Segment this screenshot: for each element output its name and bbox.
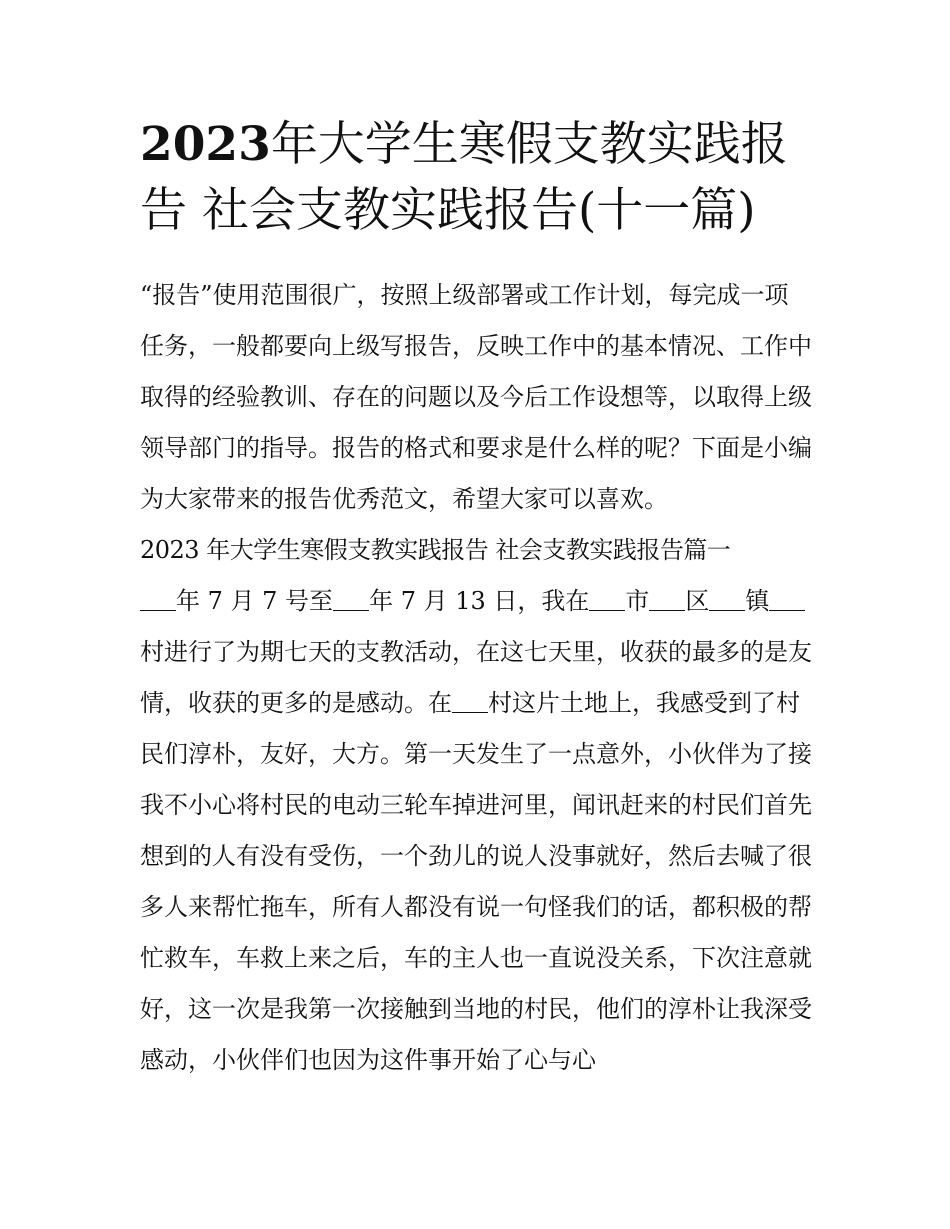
fill-blank [709, 588, 745, 611]
paragraph-text-segment: 年 7 月 7 号至 [176, 587, 334, 615]
document-content [140, 112, 812, 1086]
fill-blank [452, 690, 488, 713]
fill-blank [769, 588, 805, 611]
paragraph-text-segment: 区 [685, 587, 710, 615]
title-year: 2023 [140, 117, 271, 172]
document-title [140, 112, 812, 244]
body-paragraph-1 [140, 576, 812, 1086]
paragraph-text-segment: 年 7 月 13 日，我在 [369, 587, 590, 615]
section-heading: 2023 年大学生寒假支教实践报告 社会支教实践报告篇一 [140, 536, 731, 564]
fill-blank [589, 588, 625, 611]
paragraph-text-segment: 市 [625, 587, 650, 615]
paragraph-text-segment: 村进行了为期七天的支教活动，在这七天里，收获的最多的是友情，收获的更多的是感动。在 [140, 638, 812, 717]
fill-blank [140, 588, 176, 611]
title-text: 年大学生寒假支教实践报告 社会支教实践报告(十一篇) [140, 117, 788, 238]
paragraph-text-segment: 村这片土地上，我感受到了村民们淳朴，友好，大方。第一天发生了一点意外，小伙伴为了接我不小心将村民的电动三轮车掉进河里，闻讯赶来的村民们首先想到的人有没有受伤，一个劲儿的说人没事就好，然后去喊了很多人来帮忙拖车，所有人都没有说一句怪我们的话，都积极的帮忙救车，车救上来之后，车的主人也一直说没关系，下次注意就好，这一次是我第一次接触到当地的村民，他们的淳朴让我深受感动，小伙伴们也因为这件事开始了心与心 [140, 689, 812, 1074]
fill-blank [649, 588, 685, 611]
paragraph-text-segment: 镇 [745, 587, 770, 615]
intro-paragraph: “报告”使用范围很广，按照上级部署或工作计划，每完成一项任务，一般都要向上级写报告，反映工作中的基本情况、工作中取得的经验教训、存在的问题以及今后工作设想等，以取得上级领导部门的指导。报告的格式和要求是什么样的呢？下面是小编为大家带来的报告优秀范文，希望大家可以喜欢。 [140, 281, 812, 513]
fill-blank [333, 588, 369, 611]
